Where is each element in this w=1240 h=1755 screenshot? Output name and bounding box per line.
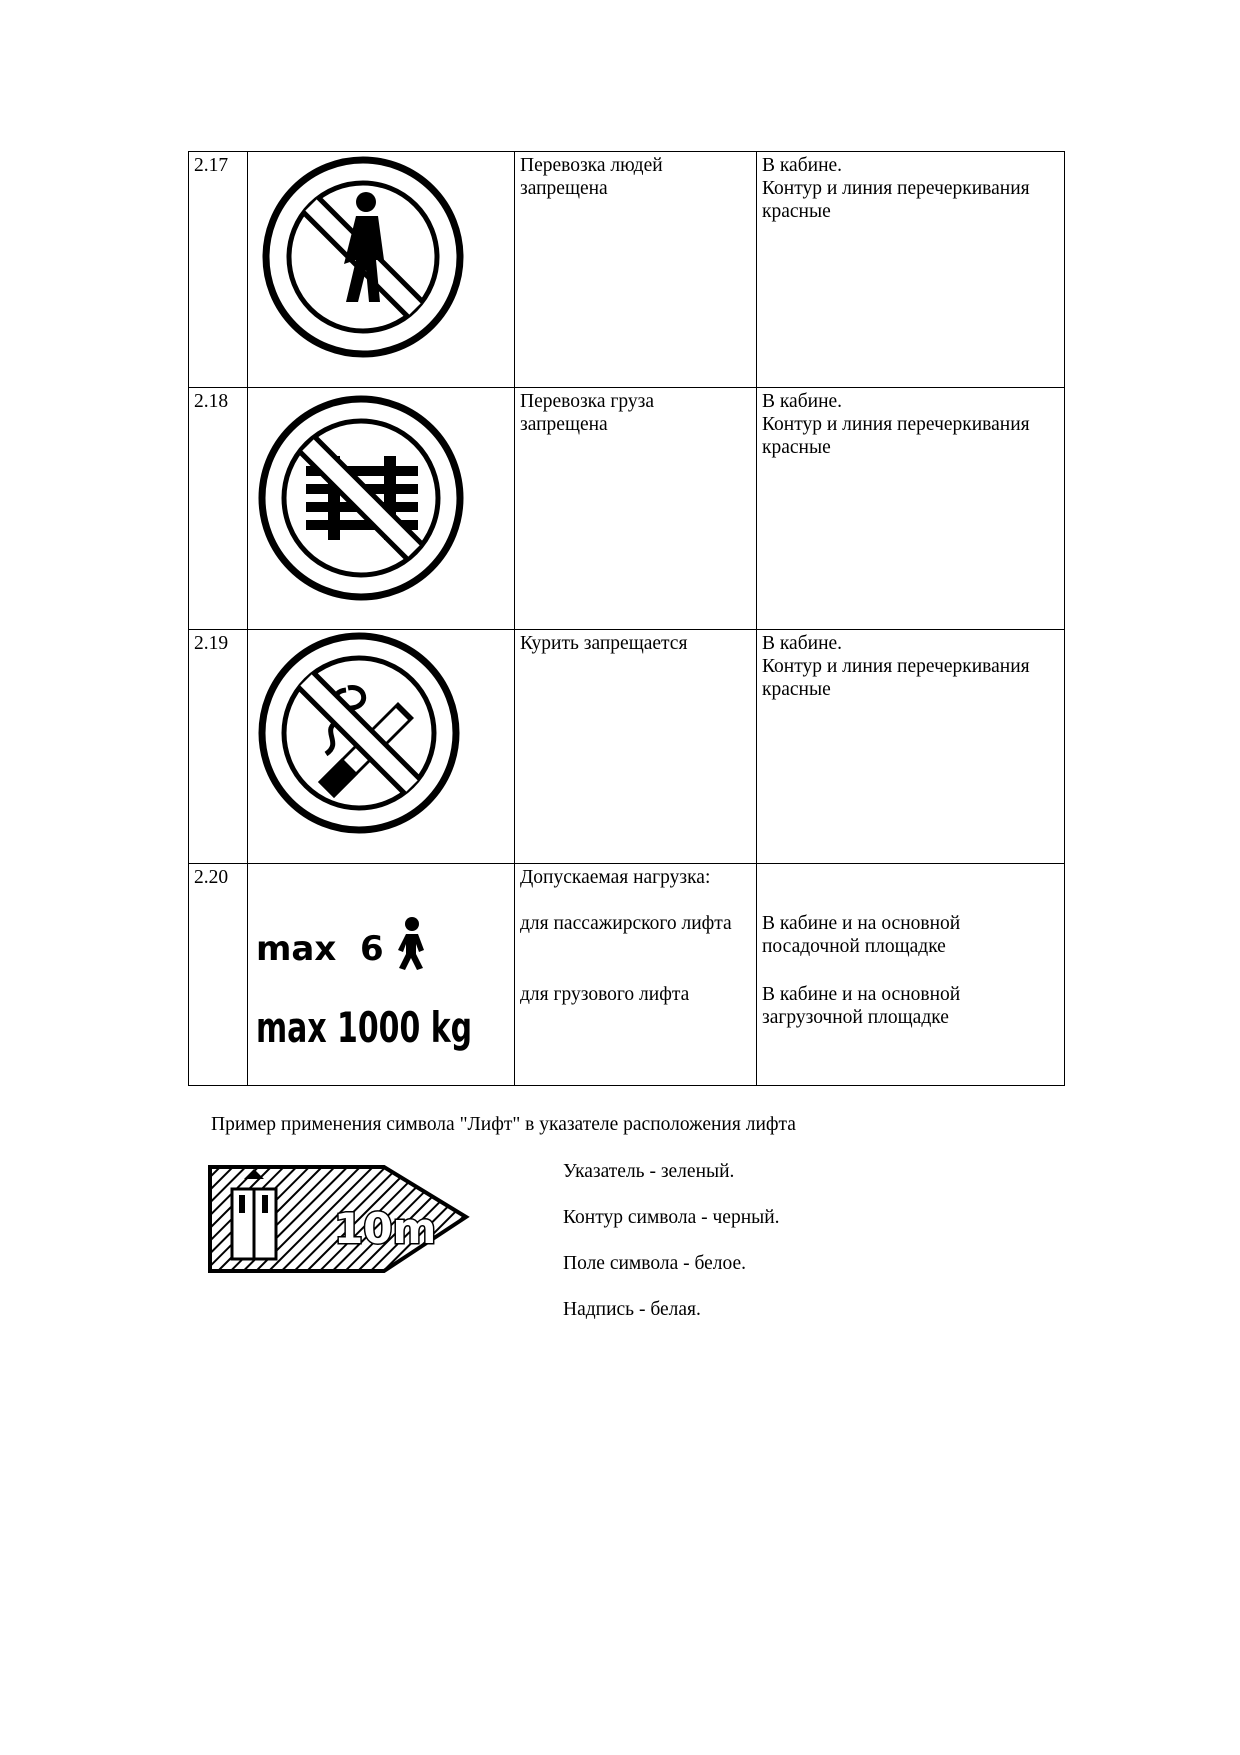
table-row [189, 388, 1065, 630]
row-number: 2.19 [189, 630, 248, 864]
no-cargo-icon [248, 388, 513, 628]
note-symbol-outline: Контур символа - черный. [563, 1207, 780, 1228]
max-load-icon [248, 864, 513, 1084]
sign-name-line: Курить запрещается [520, 633, 688, 654]
no-people-icon [248, 152, 513, 386]
sign-name-line: запрещена [520, 414, 608, 435]
max-kg-label: max 1000 kg [256, 1003, 472, 1052]
person-icon [398, 917, 424, 970]
placement-line: красные [762, 201, 831, 222]
placement-line: Контур и линия перечеркивания [762, 656, 1030, 677]
sign-name-line: Перевозка груза [520, 391, 654, 412]
example-caption: Пример применения символа "Лифт" в указателе расположения лифта [211, 1114, 796, 1135]
placement-line: красные [762, 437, 831, 458]
sign-name-line: запрещена [520, 178, 608, 199]
max-passengers-label: max 6 [256, 929, 384, 969]
sign-name-heading: Допускаемая нагрузка: [520, 867, 711, 888]
placement-line: В кабине и на основной [762, 984, 961, 1005]
placement-line: В кабине. [762, 391, 843, 412]
placement-line: Контур и линия перечеркивания [762, 414, 1030, 435]
color-notes [563, 1160, 780, 1344]
no-smoking-icon [248, 630, 513, 862]
lift-pointer-icon [208, 1165, 470, 1275]
placement-line: В кабине. [762, 633, 843, 654]
signs-table [188, 151, 1065, 1086]
placement-line: посадочной площадке [762, 936, 946, 957]
freight-lift-label: для грузового лифта [520, 984, 690, 1005]
pointer-distance-label: 10m [334, 1204, 437, 1253]
row-number: 2.20 [189, 864, 248, 1086]
row-number: 2.18 [189, 388, 248, 630]
placement-line: В кабине и на основной [762, 913, 961, 934]
table-row [189, 152, 1065, 388]
note-inscription: Надпись - белая. [563, 1299, 701, 1320]
placement-line: красные [762, 679, 831, 700]
table-row [189, 864, 1065, 1086]
note-symbol-field: Поле символа - белое. [563, 1253, 747, 1274]
row-number: 2.17 [189, 152, 248, 388]
sign-name-line: Перевозка людей [520, 155, 663, 176]
table-row [189, 630, 1065, 864]
placement-line: Контур и линия перечеркивания [762, 178, 1030, 199]
placement-line: В кабине. [762, 155, 843, 176]
placement-line: загрузочной площадке [762, 1007, 949, 1028]
passenger-lift-label: для пассажирского лифта [520, 913, 732, 934]
note-pointer-color: Указатель - зеленый. [563, 1161, 735, 1182]
